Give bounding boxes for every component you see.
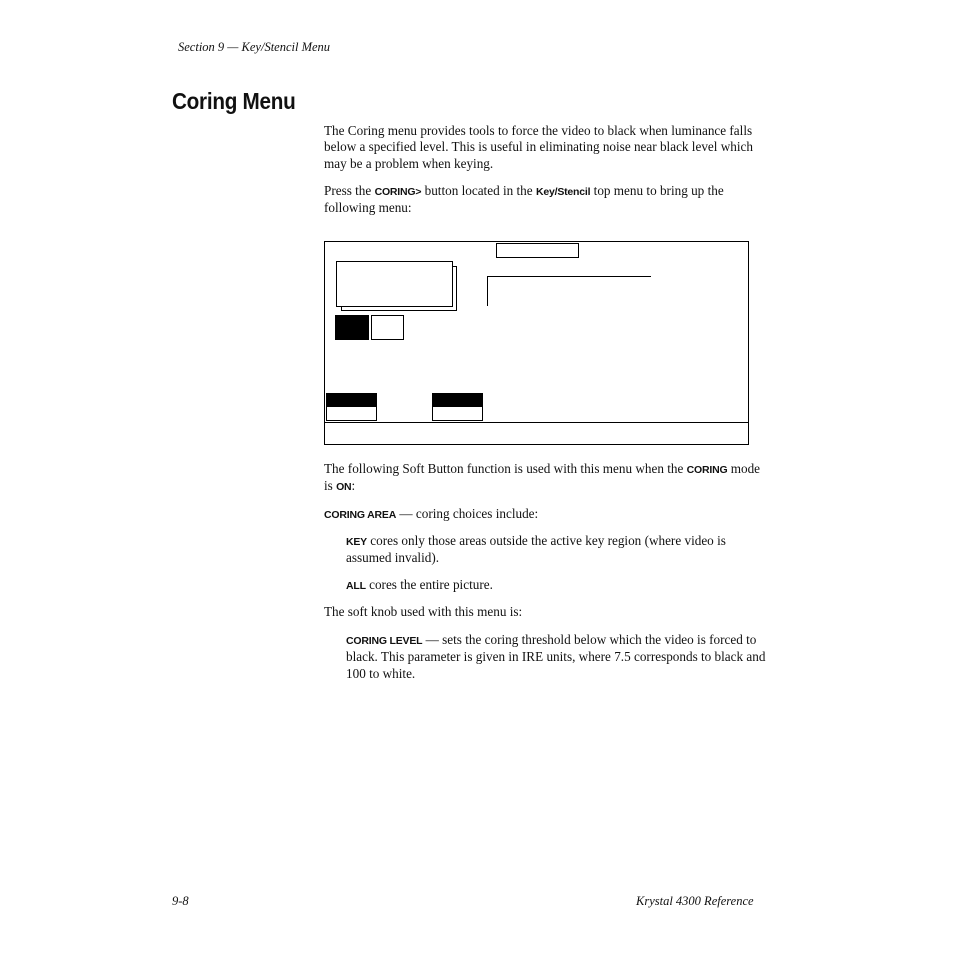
coring-level-label: CORING LEVEL: [346, 635, 423, 647]
menu-status-divider: [325, 422, 748, 423]
key-choice-item: [346, 533, 766, 567]
coring-area-item: [324, 506, 764, 523]
coring-level-text: — sets the coring threshold below which the video is forced to black. This parameter is given in IRE units, where 7.5 corresponds to black and 100 to white.: [346, 632, 766, 681]
book-title: Krystal 4300 Reference: [636, 894, 754, 908]
press-before-text: Press the: [324, 183, 375, 198]
menu-title-box: [496, 243, 579, 258]
soft-button-1[interactable]: [326, 393, 377, 421]
coring-mode-ref: CORING: [686, 464, 728, 476]
press-middle-text: button located in the: [421, 183, 536, 198]
coring-panel: [336, 261, 453, 307]
coring-button-ref: CORING>: [374, 186, 422, 198]
page-title: Coring Menu: [172, 88, 296, 114]
all-choice-item: [346, 577, 766, 594]
coring-menu-diagram: [324, 241, 749, 445]
all-choice-text: cores the entire picture.: [365, 577, 493, 592]
coring-level-item: [346, 632, 766, 682]
page-number: 9-8: [172, 894, 189, 908]
key-stencil-menu-ref: Key/Stencil: [535, 186, 591, 198]
coring-on-button[interactable]: [335, 315, 369, 340]
all-choice-label: ALL: [346, 580, 366, 592]
key-choice-label: KEY: [346, 536, 367, 548]
coring-area-label: CORING AREA: [324, 509, 397, 521]
soft-button-2-header: [433, 394, 482, 407]
knob-leader-vertical: [487, 276, 488, 306]
running-header: Section 9 — Key/Stencil Menu: [178, 40, 331, 54]
soft-intro-middle: mode is: [324, 461, 761, 494]
key-choice-text: cores only those areas outside the active key region (where video is assumed invalid).: [346, 533, 726, 566]
press-after-text: top menu to bring up the following menu:: [324, 183, 724, 216]
coring-area-text: — coring choices include:: [396, 506, 539, 521]
soft-button-intro: [324, 461, 764, 496]
soft-intro-after: :: [351, 478, 356, 494]
soft-intro-before: The following Soft Button function is used with this menu when the: [324, 461, 687, 476]
intro-paragraph: The Coring menu provides tools to force the video to black when luminance falls below a specified level. This is useful in eliminating noise near black level which may be a problem when keying.: [324, 123, 753, 171]
knob-leader-horizontal: [487, 276, 651, 277]
soft-button-1-header: [327, 394, 376, 407]
soft-knob-intro: The soft knob used with this menu is:: [324, 604, 523, 619]
coring-off-button[interactable]: [371, 315, 404, 340]
press-instruction: [324, 183, 764, 217]
on-mode-ref: ON: [336, 481, 352, 494]
soft-button-2[interactable]: [432, 393, 483, 421]
